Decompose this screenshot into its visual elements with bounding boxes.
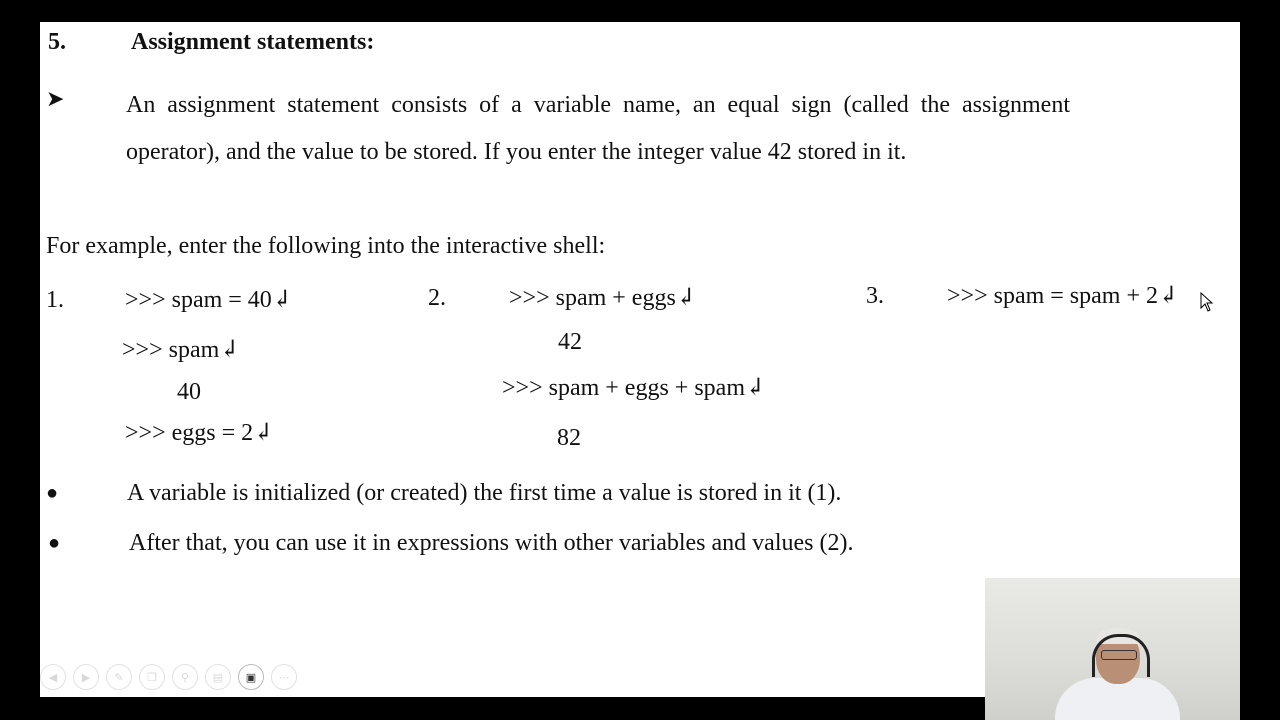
heading-number: 5. [48, 29, 66, 55]
pen-icon[interactable]: ✎ [106, 664, 132, 690]
presenter-body [1055, 678, 1180, 720]
more-icon[interactable]: ⋯ [271, 664, 297, 690]
subtitles-icon[interactable]: ▤ [205, 664, 231, 690]
bullet-text-1: A variable is initialized (or created) the first time a value is stored in it (1). [127, 480, 842, 506]
example-2-line-1: >>> spam + eggs↲ [509, 285, 696, 311]
example-2-number: 2. [428, 285, 446, 311]
glasses-icon [1101, 650, 1137, 660]
example-3-number: 3. [866, 283, 884, 309]
example-2-line-2: >>> spam + eggs + spam↲ [502, 375, 766, 401]
example-2-output-1: 42 [558, 329, 582, 355]
example-1-number: 1. [46, 287, 64, 313]
back-icon[interactable]: ◀ [40, 664, 66, 690]
example-1-output: 40 [177, 379, 201, 405]
forward-icon[interactable]: ▶ [73, 664, 99, 690]
presentation-toolbar [40, 664, 297, 696]
example-2-output-2: 82 [557, 425, 581, 451]
heading-title: Assignment statements: [131, 29, 375, 55]
bullet-text-2: After that, you can use it in expressions with other variables and values (2). [129, 530, 854, 556]
example-1-line-3: >>> eggs = 2↲ [125, 420, 274, 446]
zoom-icon[interactable]: ⚲ [172, 664, 198, 690]
copy-icon[interactable]: ❐ [139, 664, 165, 690]
bullet-dot-icon: ● [46, 482, 59, 504]
example-1-line-1: >>> spam = 40↲ [125, 287, 292, 313]
example-1-line-2: >>> spam↲ [122, 337, 240, 363]
mouse-cursor-icon [1200, 292, 1214, 312]
bullet-dot-icon: ● [48, 532, 61, 554]
arrow-bullet-icon: ➤ [46, 86, 65, 111]
intro-paragraph: An assignment statement consists of a variable name, an equal sign (called the assignment operator), and the value to be stored. If you enter the integer value 42 stored in it. [126, 92, 1070, 165]
webcam-video [985, 578, 1240, 720]
example-3-line-1: >>> spam = spam + 2↲ [947, 283, 1179, 309]
example-label: For example, enter the following into the interactive shell: [46, 233, 606, 259]
camera-icon[interactable]: ▣ [238, 664, 264, 690]
